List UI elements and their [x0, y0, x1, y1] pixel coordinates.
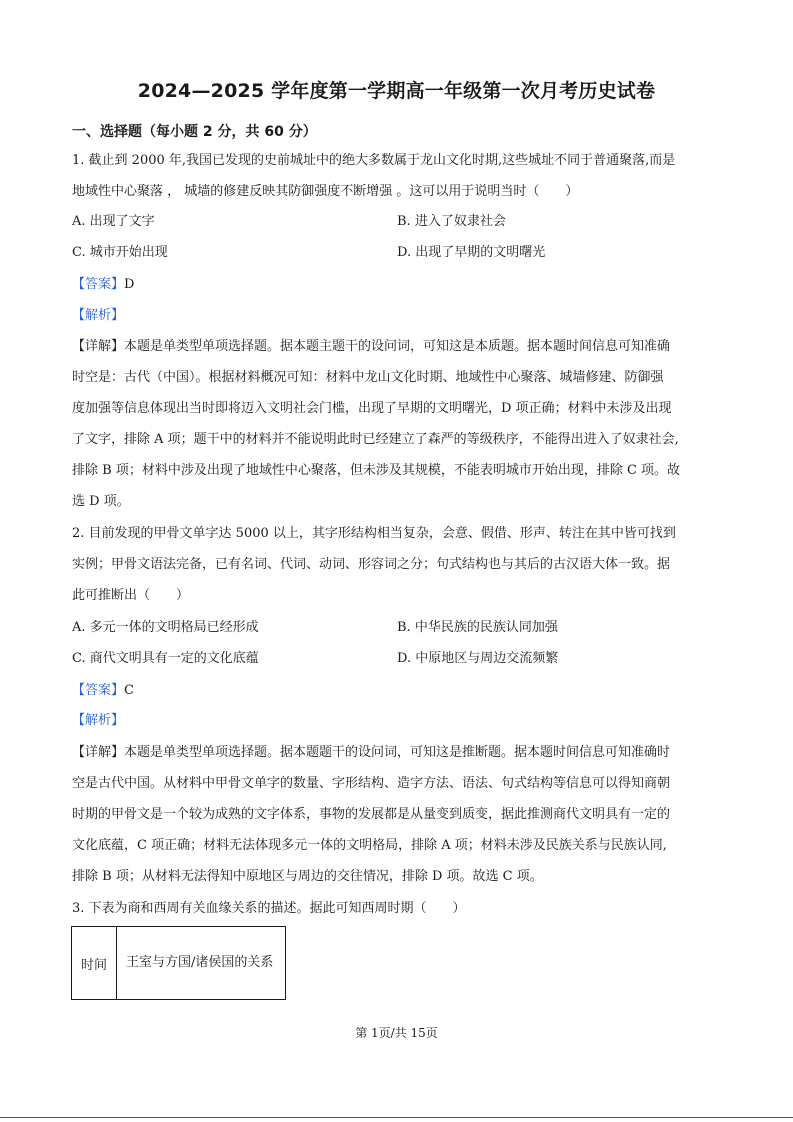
q1-option-a: A. 出现了文字 — [72, 214, 155, 229]
q1-answer — [72, 275, 134, 295]
q2-stem-line: 实例；甲骨文语法完备，已有名词、代词、动词、形容词之分；句式结构也与其后的古汉语大体一致。据 — [72, 557, 671, 572]
table-header-relation: 王室与方国/诸侯国的关系 — [117, 927, 286, 1000]
table-row — [72, 927, 286, 1000]
q2-detail-line: 时期的甲骨文是一个较为成熟的文字体系，事物的发展都是从量变到质变，据此推测商代文明具有一定的 — [72, 807, 671, 822]
answer-tag: 【答案】 — [72, 277, 125, 292]
q2-detail-line: 【详解】本题是单类型单项选择题。据本题题干的设问词，可知这是推断题。据本题时间信息可知准确时 — [72, 745, 671, 760]
q1-option-c: C. 城市开始出现 — [72, 245, 168, 260]
page-title: 2024—2025 学年度第一学期高一年级第一次月考历史试卷 — [137, 80, 656, 102]
q2-stem-line: 此可推断出（ ） — [72, 588, 190, 603]
q3-stem: 3. 下表为商和西周有关血缘关系的描述。据此可知西周时期（ ） — [72, 901, 466, 916]
answer-tag: 【答案】 — [72, 683, 125, 698]
page-footer: 第 1页/共 15页 — [355, 1026, 438, 1040]
detail-tag: 【详解】 — [72, 339, 125, 354]
q1-detail-line: 了文字，排除 A 项；题干中的材料并不能说明此时已经建立了森严的等级秩序，不能得出进入了奴隶社会, — [72, 432, 679, 447]
q1-detail-line: 时空是：古代（中国）。根据材料概况可知：材料中龙山文化时期、地域性中心聚落、城墙修建、防御强 — [72, 370, 664, 385]
answer-value: C — [124, 683, 134, 698]
q2-option-d: D. 中原地区与周边交流频繁 — [397, 651, 559, 666]
bottom-divider — [0, 1117, 793, 1118]
q1-detail-line: 【详解】本题是单类型单项选择题。据本题主题干的设问词，可知这是本质题。据本题时间信息可知准确 — [72, 339, 671, 354]
q1-stem-line: 地域性中心聚落 ， 城墙的修建反映其防御强度不断增强 。这可以用于说明当时（ ） — [72, 184, 579, 199]
q1-analysis-tag: 【解析】 — [72, 308, 125, 323]
q2-analysis-tag: 【解析】 — [72, 713, 125, 728]
q1-stem-line: 1. 截止到 2000 年,我国已发现的史前城址中的绝大多数属于龙山文化时期,这些城址不同于普通聚落,而是 — [72, 153, 676, 168]
q2-stem-line: 2. 目前发现的甲骨文单字达 5000 以上，其字形结构相当复杂，会意、假借、形声、转注在其中皆可找到 — [72, 526, 676, 541]
q2-answer — [72, 681, 134, 701]
q2-detail-line: 空是古代中国。从材料中甲骨文单字的数量、字形结构、造字方法、语法、句式结构等信息可以得知商朝 — [72, 776, 671, 791]
q3-table — [71, 926, 286, 1000]
q2-option-c: C. 商代文明具有一定的文化底蕴 — [72, 651, 259, 666]
q2-detail-line: 排除 B 项；从材料无法得知中原地区与周边的交往情况，排除 D 项。故选 C 项。 — [72, 869, 543, 884]
q1-option-d: D. 出现了早期的文明曙光 — [397, 245, 546, 260]
q2-option-a: A. 多元一体的文明格局已经形成 — [72, 620, 259, 635]
q2-detail-line: 文化底蕴，C 项正确；材料无法体现多元一体的文明格局，排除 A 项；材料未涉及民族关系与民族认同, — [72, 838, 667, 853]
section-heading: 一、选择题（每小题 2 分，共 60 分） — [72, 124, 317, 140]
q1-detail-line: 度加强等信息体现出当时即将迈入文明社会门槛，出现了早期的文明曙光，D 项正确；材料中未涉及出现 — [72, 401, 672, 416]
answer-value: D — [124, 277, 135, 292]
q1-detail-line: 排除 B 项；材料中涉及出现了地域性中心聚落，但未涉及其规模，不能表明城市开始出现，排除 C 项。故 — [72, 463, 681, 478]
q2-option-b: B. 中华民族的民族认同加强 — [397, 620, 558, 635]
detail-tag: 【详解】 — [72, 745, 125, 760]
q1-option-b: B. 进入了奴隶社会 — [397, 214, 506, 229]
q1-detail-line: 选 D 项。 — [72, 494, 130, 509]
table-header-time: 时间 — [72, 927, 117, 1000]
